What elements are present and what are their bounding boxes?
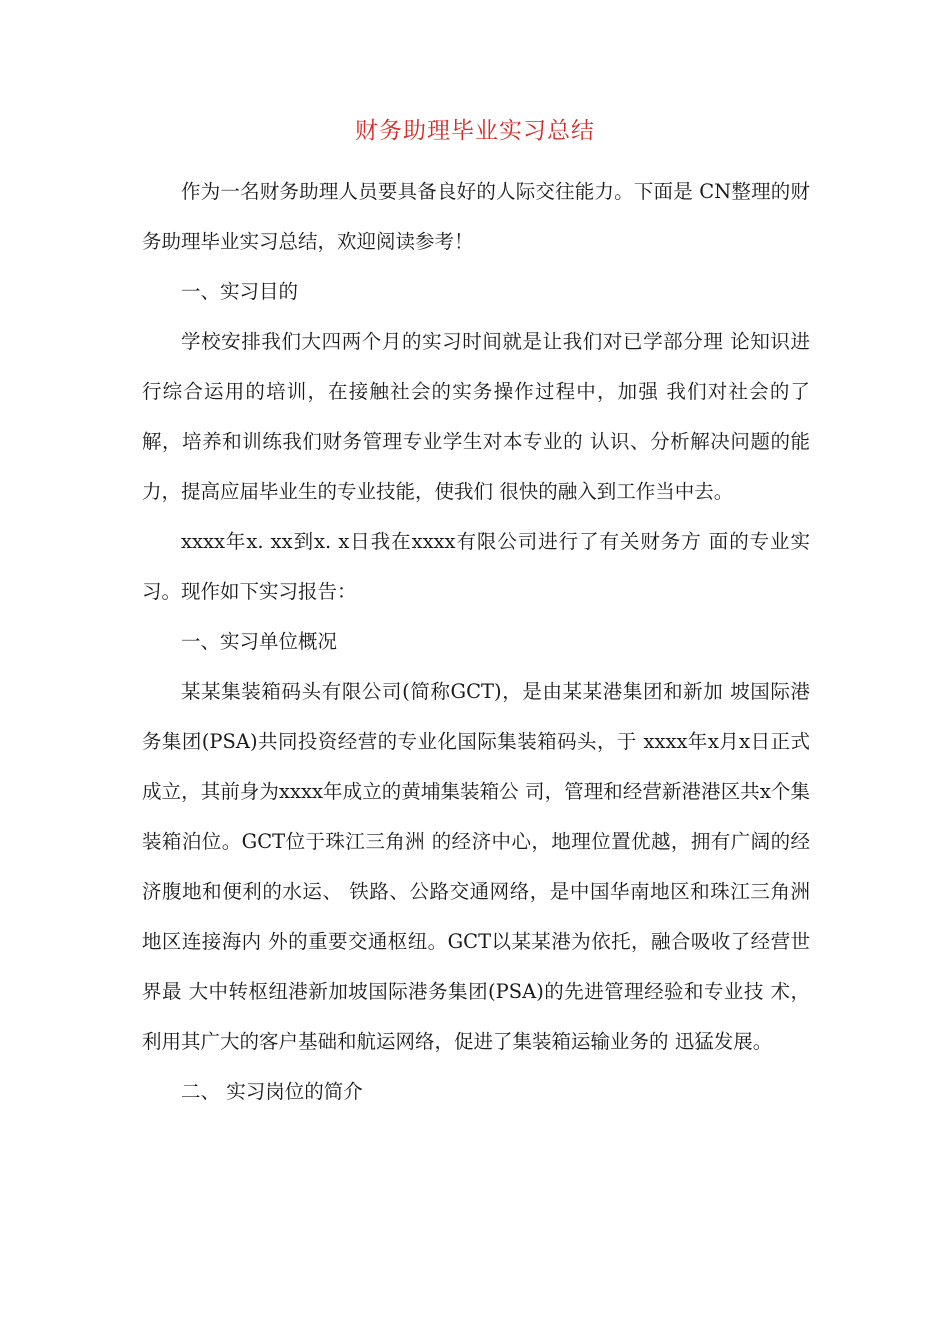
company-overview-paragraph: 某某集装箱码头有限公司(简称GCT)，是由某某港集团和新加 坡国际港务集团(PSA)共同投资经营的专业化国际集装箱码头，于 xxxx年x月x日正式成立，其前身为xxxx年成立的黄埔集装箱公 司，管理和经营新港港区共x个集装箱泊位。GCT位于珠江三角洲 的经济中心，地理位置优越，拥有广阔的经济腹地和便利的水运、 铁路、公路交通网络，是中国华南地区和珠江三角洲地区连接海内 外的重要交通枢纽。GCT以某某港为依托，融合吸收了经营世界最 大中转枢纽港新加坡国际港务集团(PSA)的先进管理经验和专业技 术，利用其广大的客户基础和航运网络，促进了集装箱运输业务的 迅猛发展。: [142, 680, 810, 1053]
section-heading-position: 二、 实习岗位的简介: [181, 1080, 363, 1103]
internship-period-paragraph: xxxx年x. xx到x. x日我在xxxx有限公司进行了有关财务方 面的专业实习。现作如下实习报告：: [142, 530, 810, 603]
section-heading-purpose: 一、实习目的: [181, 280, 299, 303]
purpose-paragraph: 学校安排我们大四两个月的实习时间就是让我们对已学部分理 论知识进行综合运用的培训，在接触社会的实务操作过程中，加强 我们对社会的了解，培养和训练我们财务管理专业学生对本专业的 认识、分析解决问题的能力，提高应届毕业生的专业技能，使我们 很快的融入到工作当中去。: [142, 330, 810, 503]
document-body: [142, 167, 810, 1117]
section-heading-company: 一、实习单位概况: [181, 630, 338, 653]
document-title: 财务助理毕业实习总结: [355, 118, 595, 144]
intro-paragraph: 作为一名财务助理人员要具备良好的人际交往能力。下面是 CN整理的财务助理毕业实习总结，欢迎阅读参考！: [142, 180, 810, 253]
